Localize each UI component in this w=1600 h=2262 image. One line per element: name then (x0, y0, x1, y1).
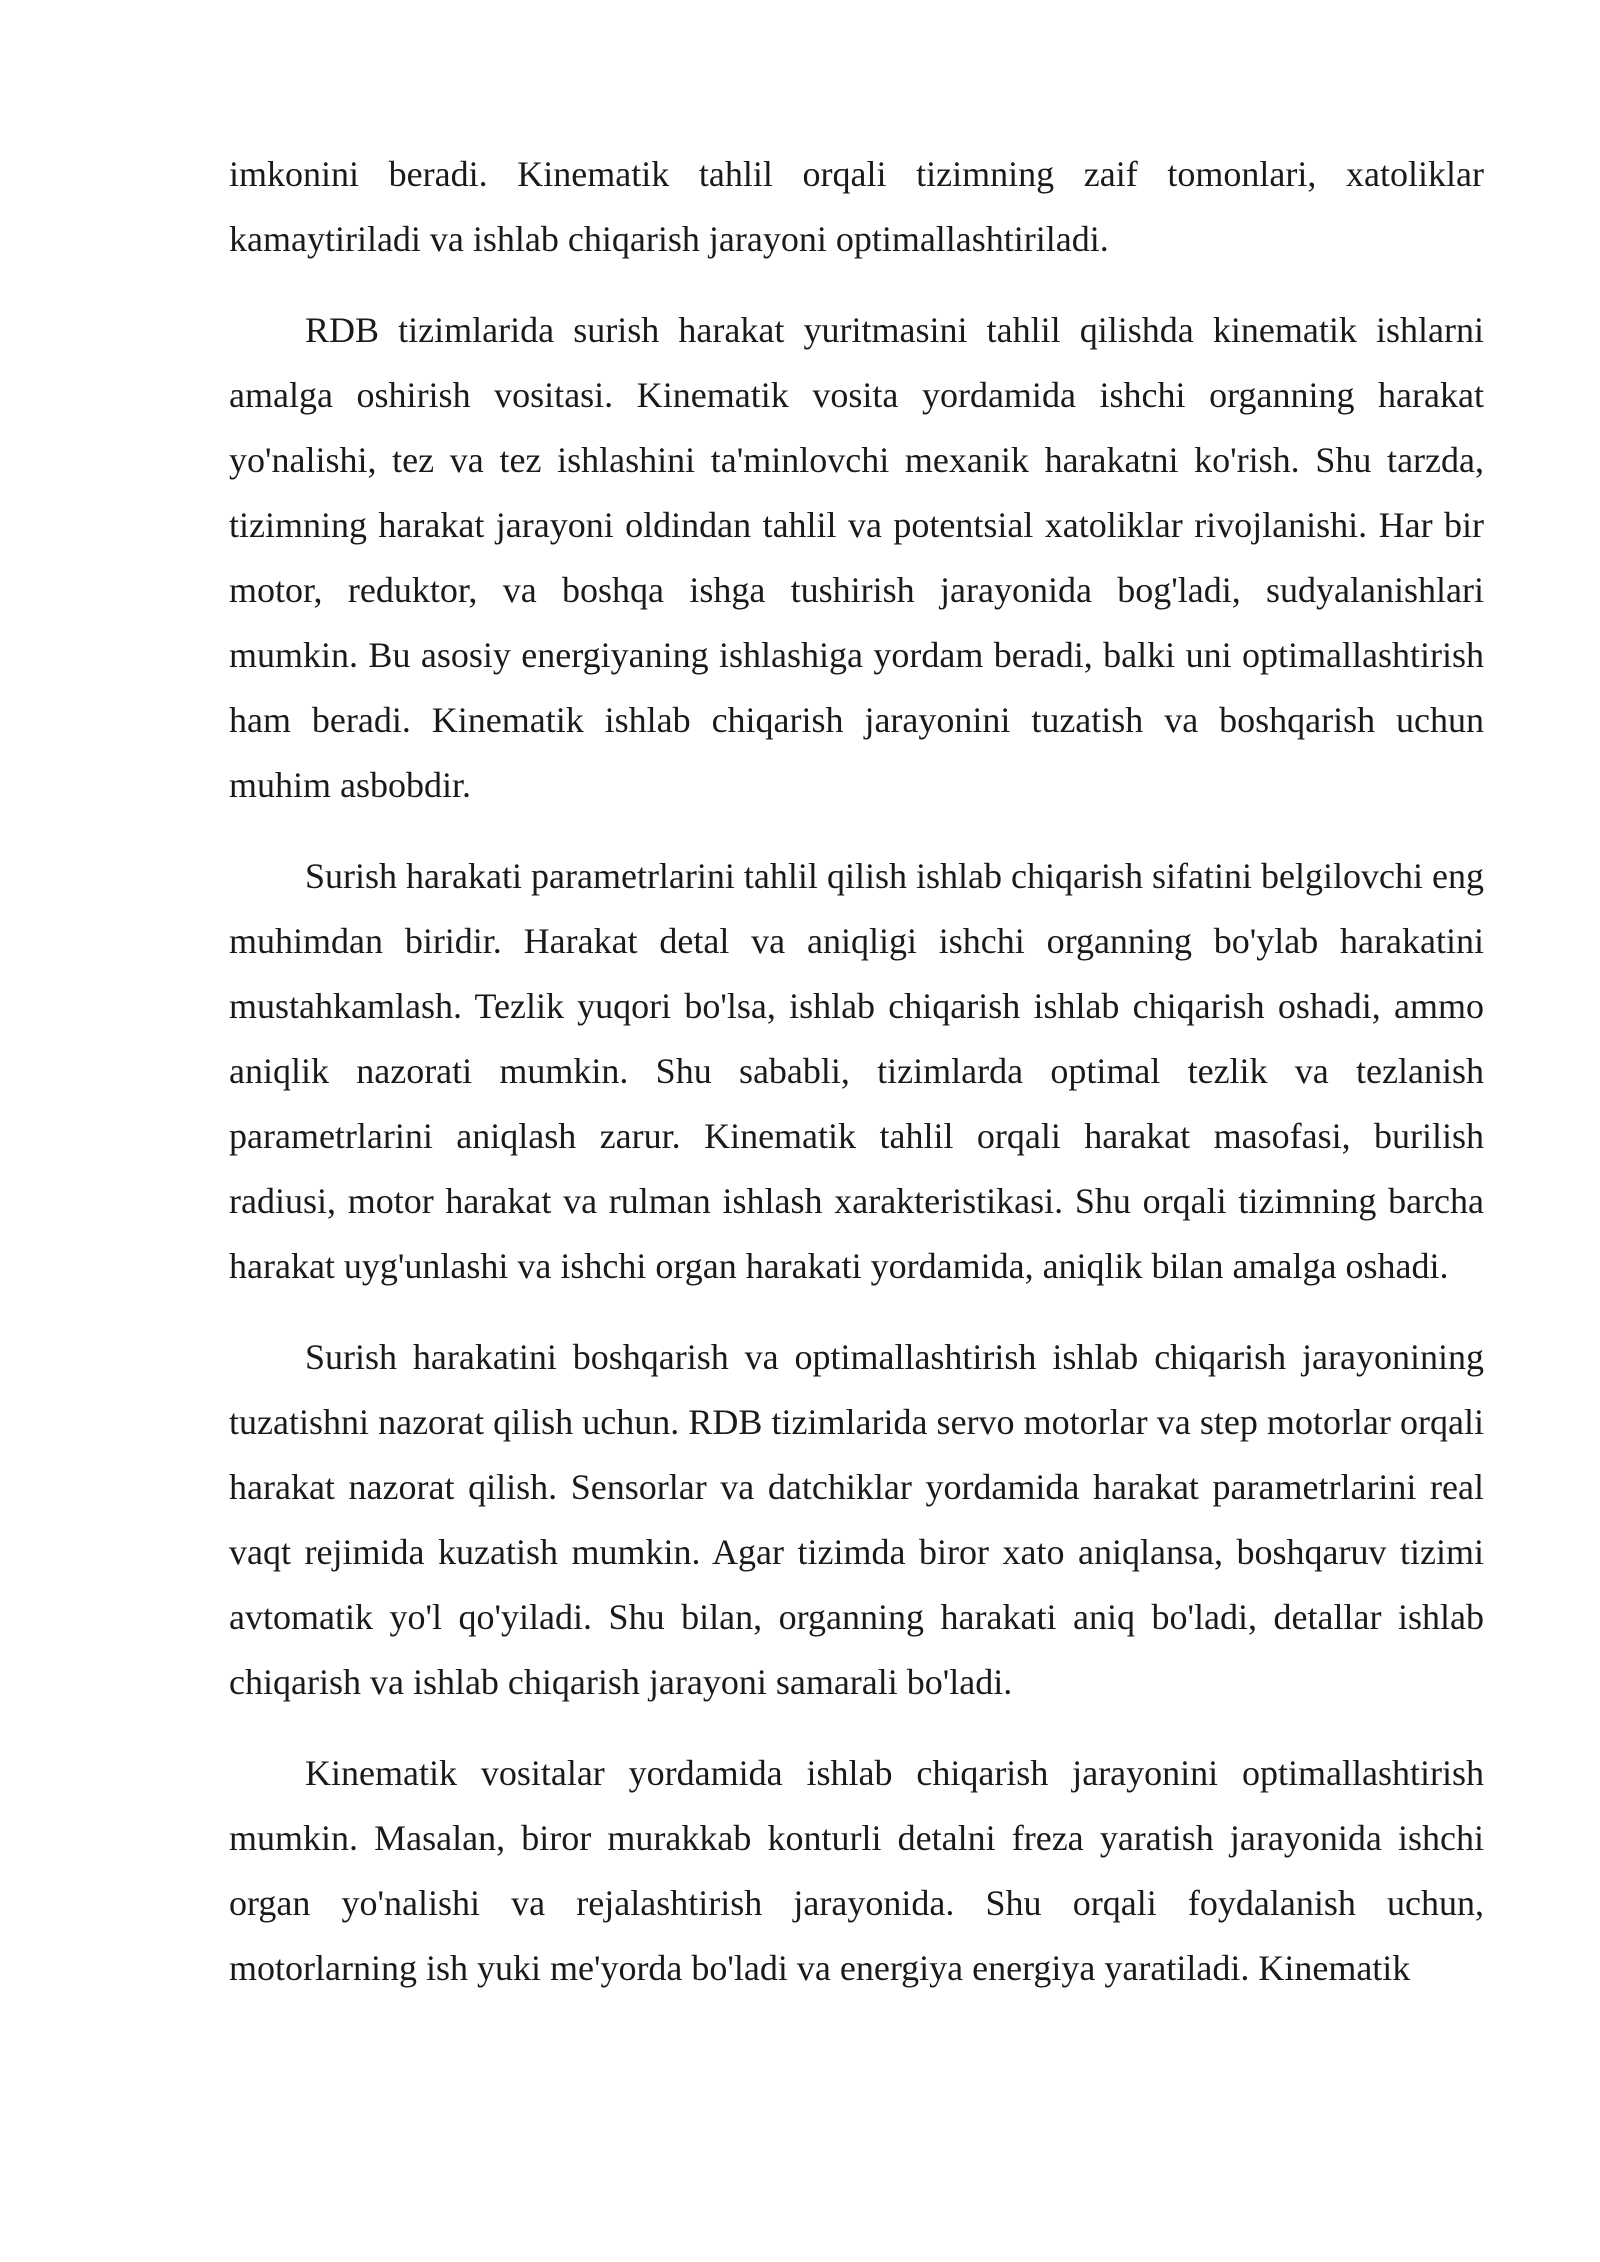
paragraph-1: imkonini beradi. Kinematik tahlil orqali tizimning zaif tomonlari, xatoliklar kamaytiriladi va ishlab chiqarish jarayoni optimallashtiriladi. (229, 154, 1484, 259)
paragraph-5: Kinematik vositalar yordamida ishlab chiqarish jarayonini optimallashtirish mumkin. Masalan, biror murakkab konturli detalni freza yaratish jarayonida ishchi organ yo'nalishi va rejalashtirish jarayonida. Shu orqali foydalanish uchun, motorlarning ish yuki me'yorda bo'ladi va energiya energiya yaratiladi. Kinematik (229, 1753, 1484, 1988)
paragraph-2: RDB tizimlarida surish harakat yuritmasini tahlil qilishda kinematik ishlarni amalga oshirish vositasi. Kinematik vosita yordamida ishchi organning harakat yo'nalishi, tez va tez ishlashini ta'minlovchi mexanik harakatni ko'rish. Shu tarzda, tizimning harakat jarayoni oldindan tahlil va potentsial xatoliklar rivojlanishi. Har bir motor, reduktor, va boshqa ishga tushirish jarayonida bog'ladi, sudyalanishlari mumkin. Bu asosiy energiyaning ishlashiga yordam beradi, balki uni optimallashtirish ham beradi. Kinematik ishlab chiqarish jarayonini tuzatish va boshqarish uchun muhim asbobdir. (229, 310, 1484, 805)
paragraph-3: Surish harakati parametrlarini tahlil qilish ishlab chiqarish sifatini belgilovchi eng muhimdan biridir. Harakat detal va aniqligi ishchi organning bo'ylab harakatini mustahkamlash. Tezlik yuqori bo'lsa, ishlab chiqarish ishlab chiqarish oshadi, ammo aniqlik nazorati mumkin. Shu sababli, tizimlarda optimal tezlik va tezlanish parametrlarini aniqlash zarur. Kinematik tahlil orqali harakat masofasi, burilish radiusi, motor harakat va rulman ishlash xarakteristikasi. Shu orqali tizimning barcha harakat uyg'unlashi va ishchi organ harakati yordamida, aniqlik bilan amalga oshadi. (229, 856, 1484, 1286)
body-text (229, 142, 1484, 2027)
paragraph-4: Surish harakatini boshqarish va optimallashtirish ishlab chiqarish jarayonining tuzatishni nazorat qilish uchun. RDB tizimlarida servo motorlar va step motorlar orqali harakat nazorat qilish. Sensorlar va datchiklar yordamida harakat parametrlarini real vaqt rejimida kuzatish mumkin. Agar tizimda biror xato aniqlansa, boshqaruv tizimi avtomatik yo'l qo'yiladi. Shu bilan, organning harakati aniq bo'ladi, detallar ishlab chiqarish va ishlab chiqarish jarayoni samarali bo'ladi. (229, 1337, 1484, 1702)
